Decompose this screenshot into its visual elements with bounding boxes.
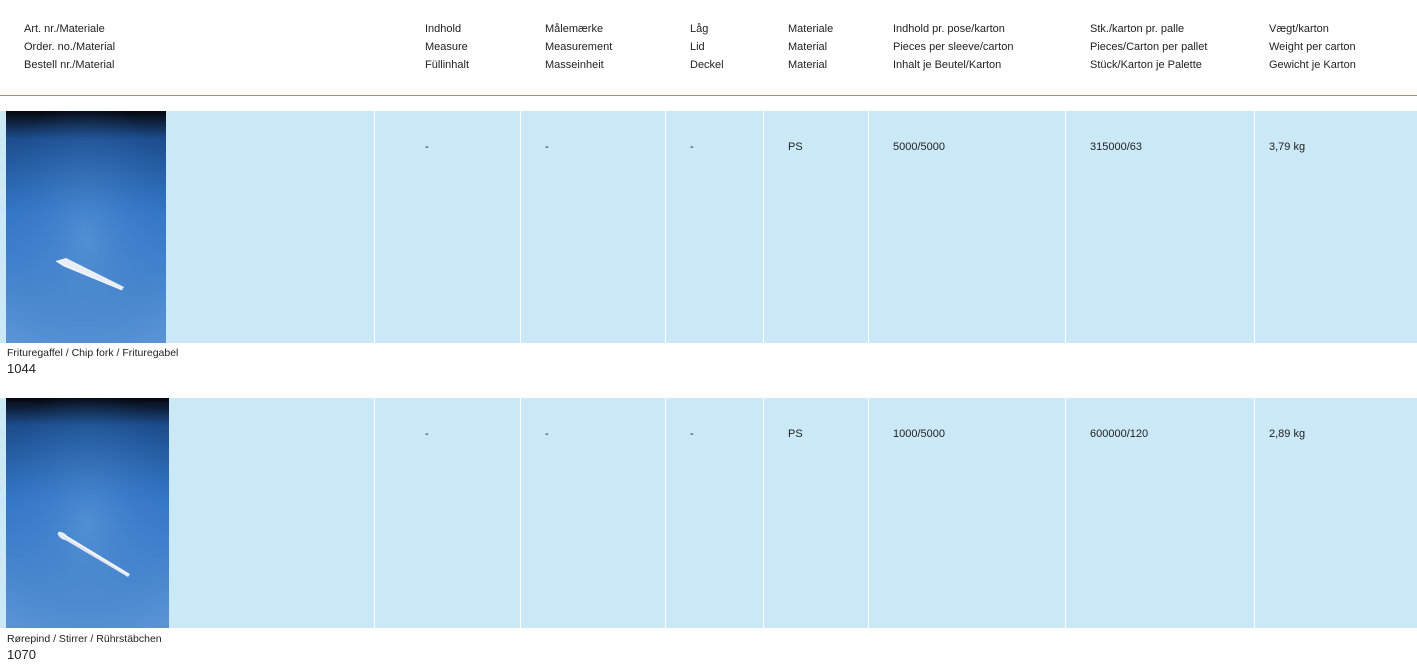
column-divider [374, 398, 375, 628]
weight-value: 2,89 kg [1269, 428, 1306, 440]
header-weight-de: Gewicht je Karton [1269, 59, 1356, 71]
material-value: PS [788, 428, 803, 440]
lid-value: - [690, 428, 694, 440]
header-measurement-de: Masseinheit [545, 59, 604, 71]
header-material-en: Material [788, 41, 828, 53]
column-divider [1065, 398, 1066, 628]
header-article-da: Art. nr./Materiale [24, 23, 105, 35]
table-row [0, 111, 1417, 343]
column-divider [665, 111, 666, 343]
header-content-en: Measure [425, 41, 468, 53]
content-value: - [425, 428, 429, 440]
header-lid-en: Lid [690, 41, 705, 53]
measurement-value: - [545, 428, 549, 440]
header-article-de: Bestell nr./Material [24, 59, 115, 71]
header-per-pallet-en: Pieces/Carton per pallet [1090, 41, 1208, 53]
header-material [788, 20, 833, 74]
content-value: - [425, 141, 429, 153]
product-name: Frituregaffel / Chip fork / Frituregabel [7, 347, 179, 359]
weight-value: 3,79 kg [1269, 141, 1306, 153]
header-weight-da: Vægt/karton [1269, 23, 1329, 35]
header-weight-en: Weight per carton [1269, 41, 1356, 53]
header-lid-da: Låg [690, 23, 709, 35]
header-divider [0, 95, 1417, 96]
header-content [425, 20, 469, 74]
header-per-pallet-de: Stück/Karton je Palette [1090, 59, 1202, 71]
column-divider [763, 111, 764, 343]
column-divider [374, 111, 375, 343]
column-divider [1254, 111, 1255, 343]
column-divider [665, 398, 666, 628]
column-divider [1254, 398, 1255, 628]
header-measurement [545, 20, 612, 74]
column-divider [520, 398, 521, 628]
stirrer-photo [6, 398, 169, 628]
lid-value: - [690, 141, 694, 153]
header-article-en: Order. no./Material [24, 41, 116, 53]
header-measurement-en: Measurement [545, 41, 613, 53]
column-divider [520, 111, 521, 343]
column-divider [1065, 111, 1066, 343]
column-divider [868, 398, 869, 628]
measurement-value: - [545, 141, 549, 153]
table-header [0, 0, 1417, 95]
header-lid [690, 20, 724, 74]
per-pallet-value: 315000/63 [1090, 141, 1142, 153]
header-content-da: Indhold [425, 23, 462, 35]
header-content-de: Füllinhalt [425, 59, 470, 71]
article-number: 1070 [7, 647, 36, 662]
table-row [0, 398, 1417, 628]
per-pallet-value: 600000/120 [1090, 428, 1149, 440]
chip-fork-photo [6, 111, 166, 343]
header-weight [1269, 20, 1356, 74]
header-per-sleeve-de: Inhalt je Beutel/Karton [893, 59, 1002, 71]
header-per-pallet-da: Stk./karton pr. palle [1090, 23, 1185, 35]
product-name: Rørepind / Stirrer / Rührstäbchen [7, 633, 162, 645]
header-material-da: Materiale [788, 23, 834, 35]
article-number: 1044 [7, 361, 36, 376]
column-divider [763, 398, 764, 628]
column-divider [868, 111, 869, 343]
header-per-sleeve [893, 20, 1013, 74]
header-per-sleeve-en: Pieces per sleeve/carton [893, 41, 1014, 53]
header-measurement-da: Målemærke [545, 23, 604, 35]
header-article [24, 20, 115, 74]
header-per-pallet [1090, 20, 1207, 74]
header-per-sleeve-da: Indhold pr. pose/karton [893, 23, 1005, 35]
per-sleeve-value: 1000/5000 [893, 428, 945, 440]
header-material-de: Material [788, 59, 828, 71]
header-lid-de: Deckel [690, 59, 724, 71]
per-sleeve-value: 5000/5000 [893, 141, 945, 153]
material-value: PS [788, 141, 803, 153]
